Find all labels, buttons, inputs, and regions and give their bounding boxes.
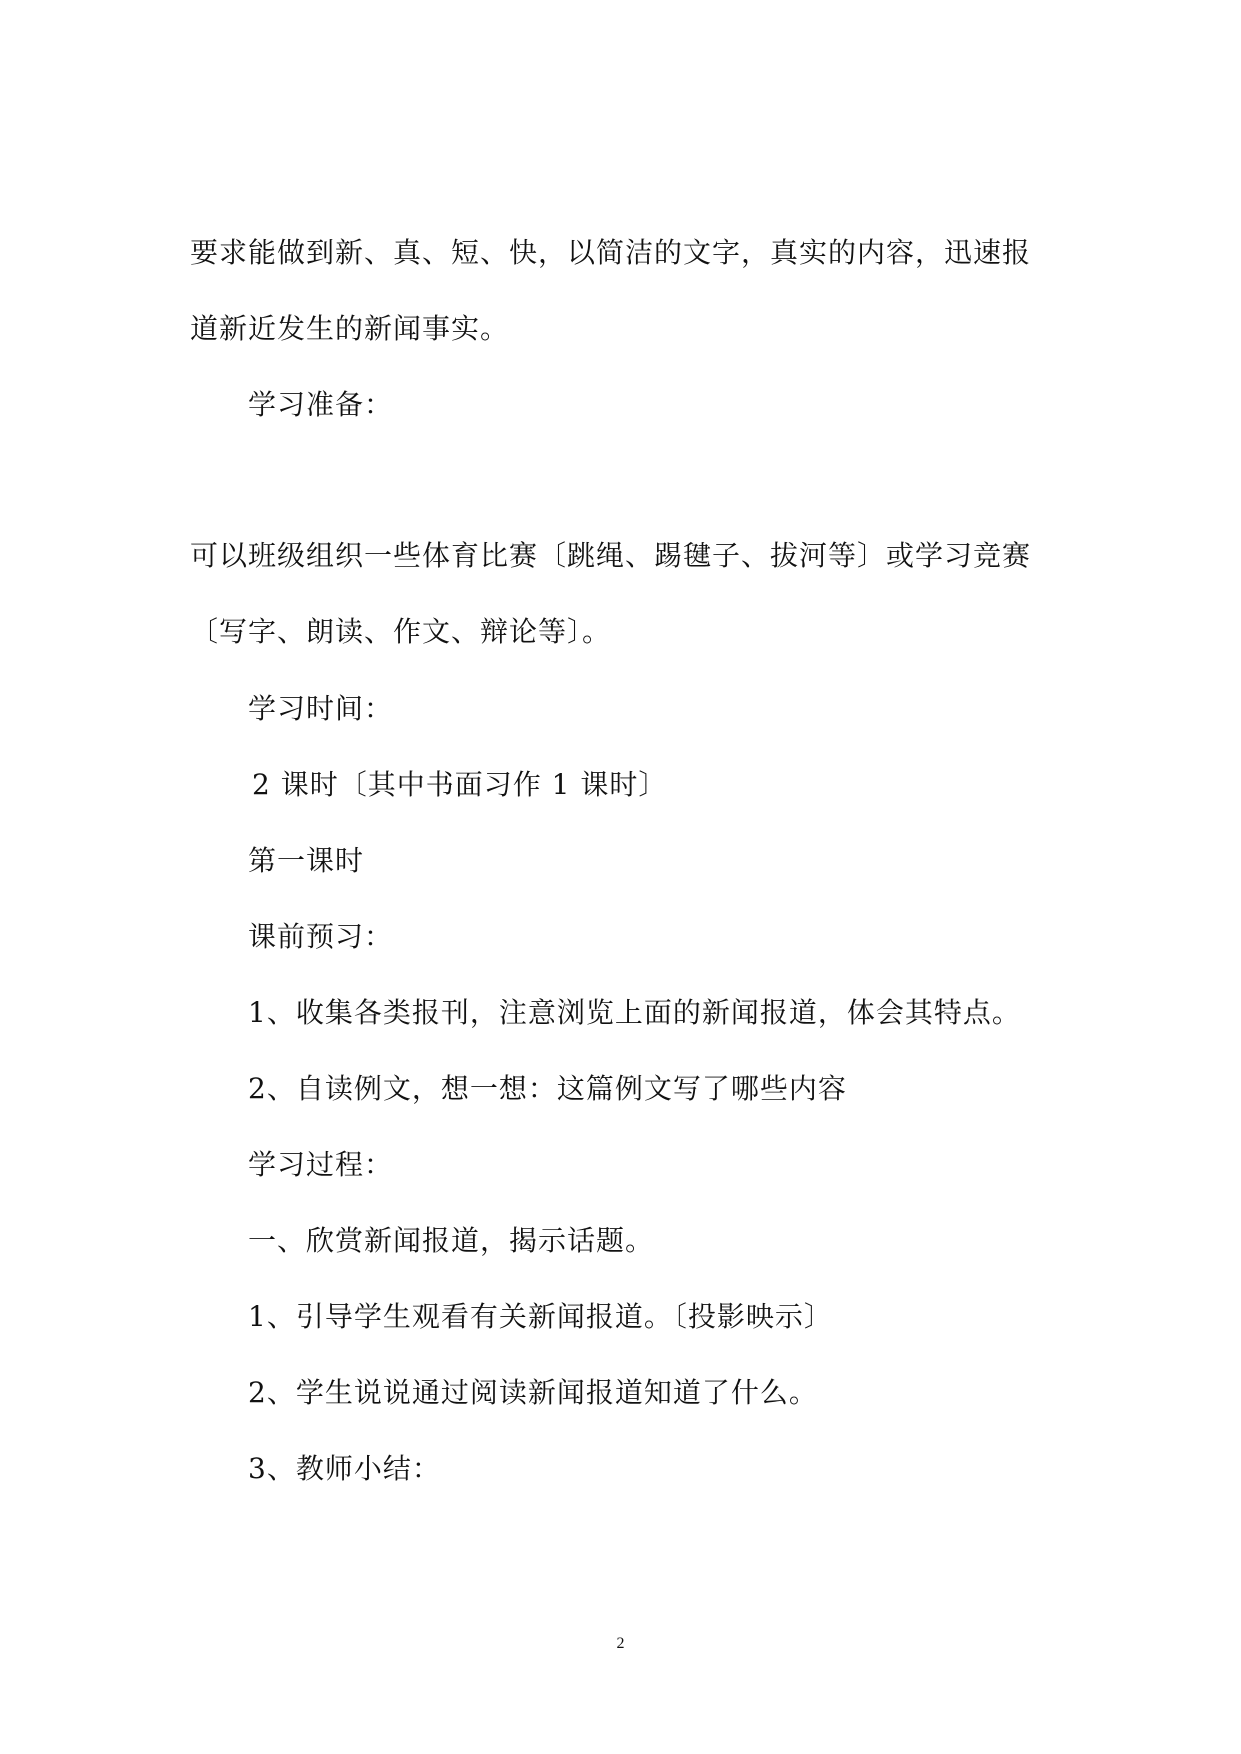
body-line: 可以班级组织一些体育比赛〔跳绳、踢毽子、拔河等〕或学习竞赛 (190, 539, 1032, 572)
section-heading: 课前预习： (248, 920, 394, 953)
section-heading: 第一课时 (248, 844, 365, 877)
section-heading: 一、欣赏新闻报道，揭示话题。 (248, 1224, 655, 1257)
body-line: 道新近发生的新闻事实。 (190, 312, 510, 345)
body-line: 〔写字、朗读、作文、辩论等〕。 (190, 615, 612, 648)
list-item: 1、引导学生观看有关新闻报道。〔投影映示〕 (248, 1300, 833, 1333)
section-heading: 学习准备： (248, 388, 394, 421)
list-item: 1、收集各类报刊，注意浏览上面的新闻报道，体会其特点。 (248, 996, 1021, 1029)
section-heading: 学习时间： (248, 692, 394, 725)
body-line: 要求能做到新、真、短、快，以简洁的文字，真实的内容，迅速报 (190, 236, 1032, 269)
list-item: 3、教师小结： (248, 1452, 441, 1485)
page-number: 2 (616, 1635, 625, 1652)
body-line: 2 课时〔其中书面习作 1 课时〕 (252, 768, 668, 801)
section-heading: 学习过程： (248, 1148, 394, 1181)
list-item: 2、学生说说通过阅读新闻报道知道了什么。 (248, 1376, 818, 1409)
list-item: 2、自读例文，想一想：这篇例文写了哪些内容 (248, 1072, 847, 1105)
